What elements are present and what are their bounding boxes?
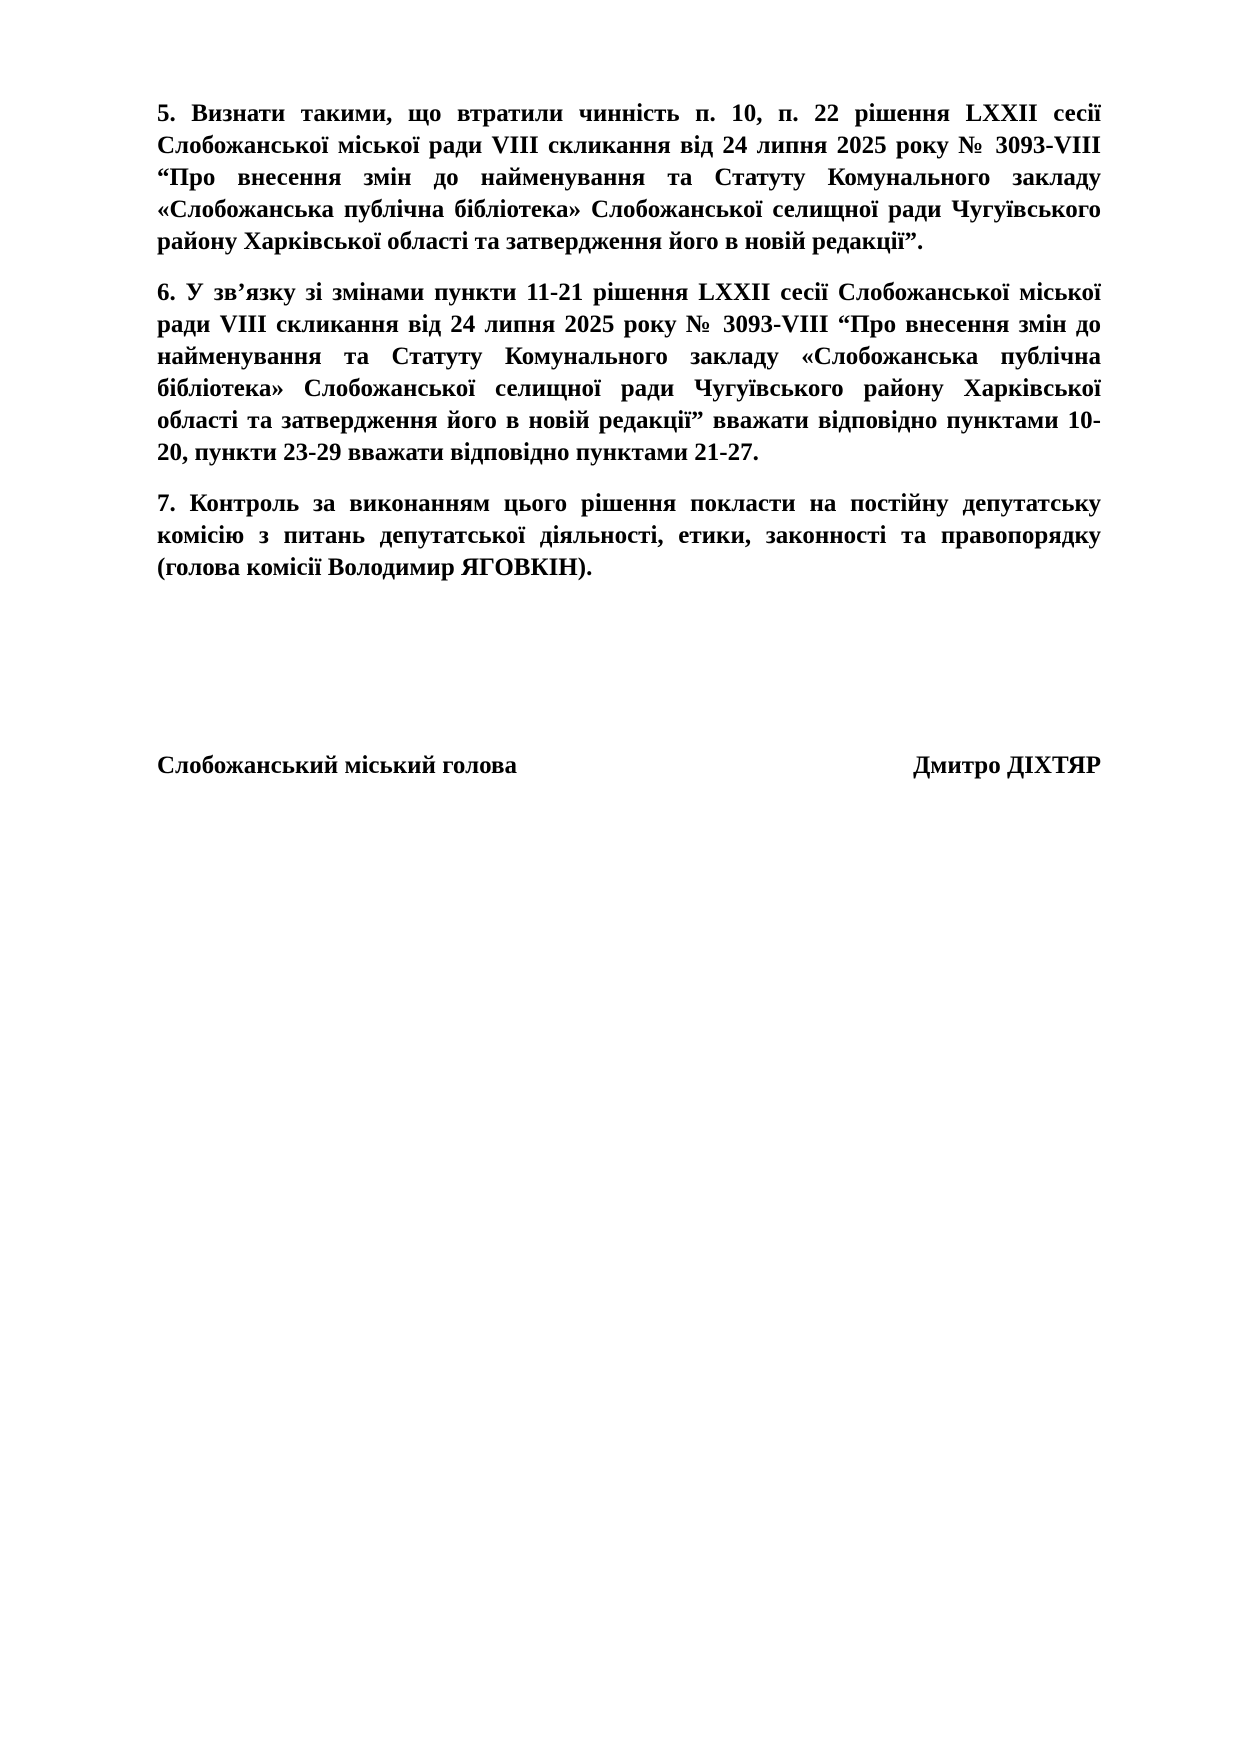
paragraph-item-5: 5. Визнати такими, що втратили чинність п. 10, п. 22 рішення LXXII сесії Слобожанської міської ради VIII скликання від 24 липня 2025 року № 3093-VIII “Про внесення змін до найменування та Статуту Комунального закладу «Слобожанська публічна бібліотека» Слобожанської селищної ради Чугуївського району Харківської області та затвердження його в новій редакції”. (157, 100, 1101, 255)
signature-name: Дмитро ДІХТЯР (913, 752, 1101, 779)
paragraph-item-6: 6. У зв’язку зі змінами пункти 11-21 рішення LXXII сесії Слобожанської міської ради VIII скликання від 24 липня 2025 року № 3093-VIII “Про внесення змін до найменування та Статуту Комунального закладу «Слобожанська публічна бібліотека» Слобожанської селищної ради Чугуївського району Харківської області та затвердження його в новій редакції” вважати відповідно пунктами 10-20, пункти 23-29 вважати відповідно пунктами 21-27. (157, 279, 1101, 466)
signature-title: Слобожанський міський голова (157, 752, 517, 779)
document-body (157, 98, 1101, 782)
signature-row (157, 750, 1101, 782)
paragraph-item-7: 7. Контроль за виконанням цього рішення покласти на постійну депутатську комісію з питань депутатської діяльності, етики, законності та правопорядку (голова комісії Володимир ЯГОВКІН). (157, 490, 1101, 581)
